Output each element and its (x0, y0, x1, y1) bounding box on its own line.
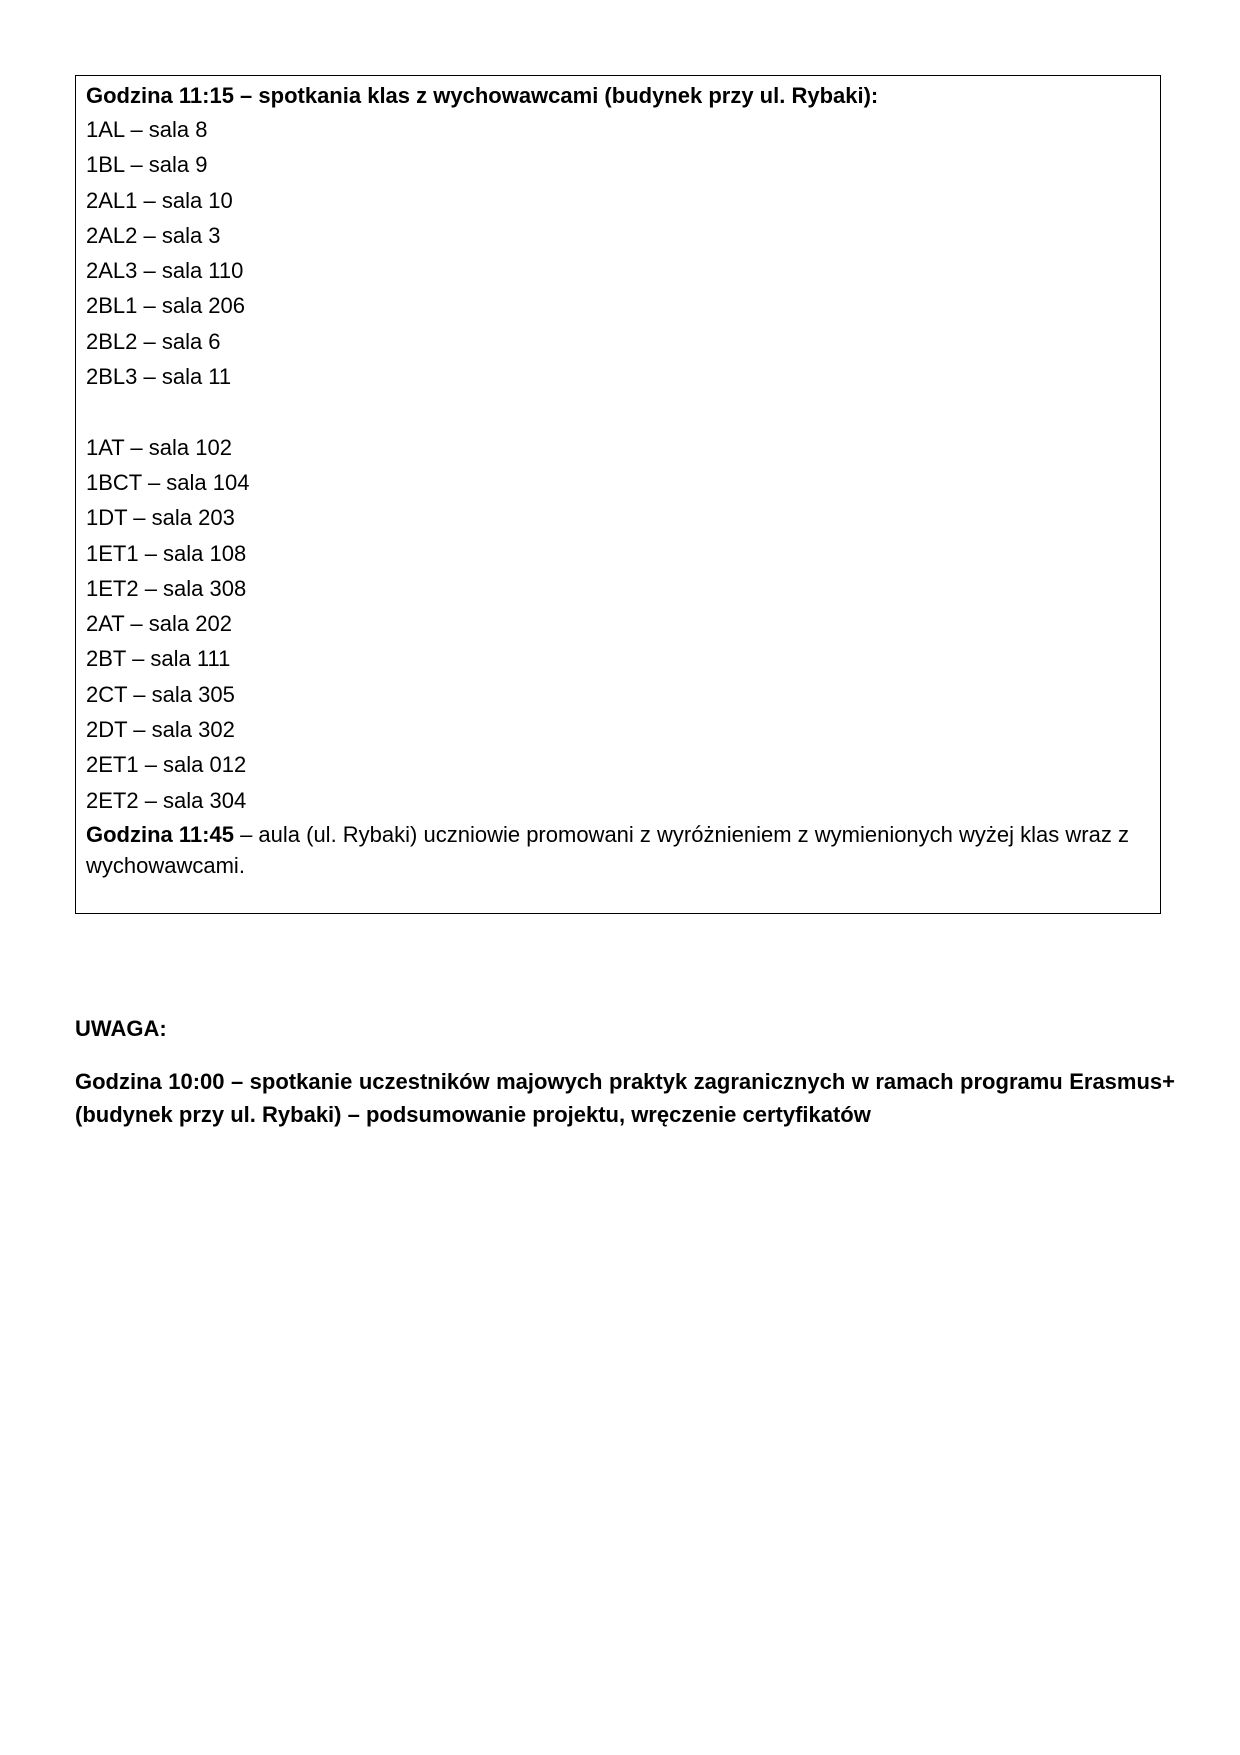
list-item: 1AT – sala 102 (86, 434, 232, 460)
list-spacer (86, 394, 1150, 429)
list-item: 1BCT – sala 104 (86, 469, 250, 495)
list-item: 2BL3 – sala 11 (86, 364, 232, 390)
honors-note-text: – aula (ul. Rybaki) uczniowie promowani z wyróżnieniem z wymienionych wyżej klas wraz z wychowawcami. (86, 821, 1129, 878)
list-item: 2AL2 – sala 3 (86, 222, 221, 248)
list-item: 2ET2 – sala 304 (86, 787, 247, 813)
list-item: 2ET1 – sala 012 (86, 752, 247, 778)
list-item: 2BL2 – sala 6 (86, 328, 221, 354)
honors-note (86, 819, 1150, 881)
list-item: 2DT – sala 302 (86, 717, 235, 743)
list-item: 2AL3 – sala 110 (86, 258, 244, 284)
list-item: 1ET1 – sala 108 (86, 540, 247, 566)
list-item: 1ET2 – sala 308 (86, 575, 247, 601)
schedule-heading: Godzina 11:15 – spotkania klas z wychowawcami (budynek przy ul. Rybaki): (86, 83, 879, 108)
list-item: 1DT – sala 203 (86, 505, 235, 531)
list-item: 2BT – sala 111 (86, 646, 231, 672)
list-item: 2BL1 – sala 206 (86, 293, 246, 319)
notice-text: Godzina 10:00 – spotkanie uczestników majowych praktyk zagranicznych w ramach programu Erasmus+ (budynek przy ul. Rybaki) – podsumowanie projektu, wręczenie certyfikatów (75, 1069, 1175, 1127)
list-item: 1BL – sala 9 (86, 152, 208, 178)
list-item: 2AT – sala 202 (86, 611, 232, 637)
room-list (86, 112, 1150, 818)
schedule-box (75, 75, 1161, 914)
list-item: 2AL1 – sala 10 (86, 187, 233, 213)
list-item: 2CT – sala 305 (86, 681, 235, 707)
list-item: 1AL – sala 8 (86, 117, 208, 142)
honors-note-time: Godzina 11:45 (86, 821, 234, 847)
notice-label: UWAGA: (75, 1016, 167, 1041)
